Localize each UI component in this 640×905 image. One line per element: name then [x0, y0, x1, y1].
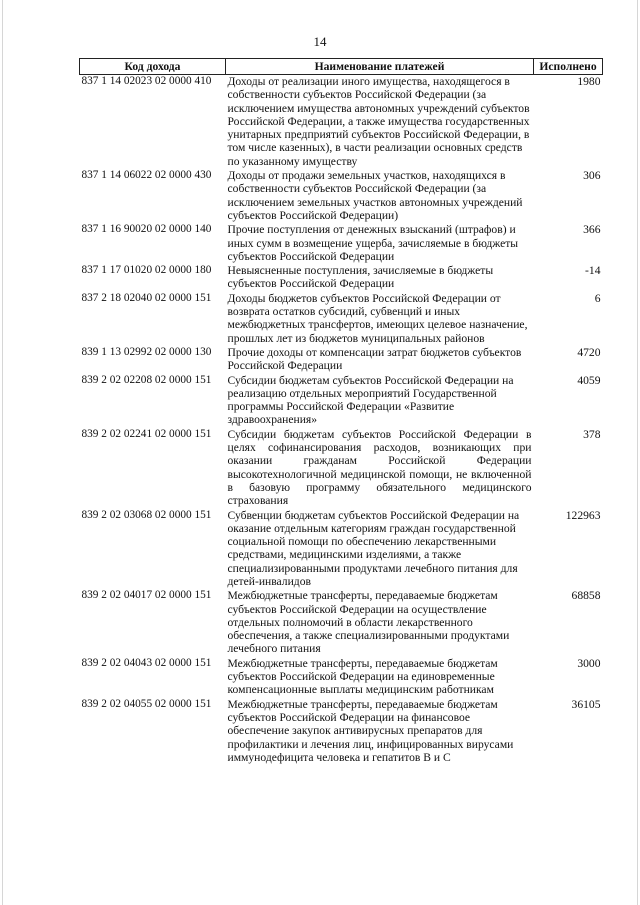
scan-edge-left: [2, 0, 3, 905]
header-name: Наименование платежей: [226, 59, 534, 75]
payment-name: Доходы от реализации иного имущества, находящегося в собственности субъектов Российской Федерации (за исключением имущества автономных учреждений субъектов Российской Федерации, а также имущества государственных унитарных предприятий субъектов Российской Федерации, в том числе казенных), в части реализации основных средств по указанному имуществу: [227, 75, 530, 168]
payment-name: Невыясненные поступления, зачисляемые в бюджеты субъектов Российской Федерации: [227, 264, 494, 291]
executed-amount: 122963: [565, 508, 601, 522]
executed-amount: 68858: [571, 589, 601, 603]
table-header-row: [80, 59, 603, 75]
payment-name: Прочие доходы от компенсации затрат бюджетов субъектов Российской Федерации: [227, 345, 522, 373]
executed-amount: 1980: [577, 75, 601, 88]
revenue-code: 839 2 02 04055 02 0000 151: [81, 697, 212, 710]
revenue-code: 839 2 02 02208 02 0000 151: [81, 373, 212, 386]
revenue-code: 839 2 02 04017 02 0000 151: [81, 589, 212, 602]
table-row: [80, 428, 603, 509]
table-row: [80, 509, 603, 590]
table-row: [80, 264, 603, 292]
table-row: [80, 657, 603, 698]
table-row: [80, 374, 603, 428]
payment-name: Межбюджетные трансферты, передаваемые бюджетам субъектов Российской Федерации на единовременные компенсационные выплаты медицинским работникам: [227, 656, 498, 697]
revenue-code: 837 1 14 06022 02 0000 430: [81, 169, 212, 182]
table-row: [80, 169, 603, 223]
payment-name: Межбюджетные трансферты, передаваемые бюджетам субъектов Российской Федерации на финансовое обеспечение закупок антивирусных препаратов для профилактики и лечения лиц, инфицированных вирусами иммунодефицита человека и гепатитов В и С: [227, 697, 514, 764]
revenue-code: 839 2 02 03068 02 0000 151: [81, 508, 212, 521]
revenue-code: 839 2 02 02241 02 0000 151: [81, 427, 212, 440]
table-row: [80, 346, 603, 374]
executed-amount: 306: [583, 169, 601, 183]
table-row: [80, 223, 603, 264]
revenue-code: 837 1 17 01020 02 0000 180: [81, 264, 212, 277]
revenue-code: 837 1 14 02023 02 0000 410: [81, 75, 212, 87]
revenue-code: 839 2 02 04043 02 0000 151: [81, 656, 212, 669]
payment-name: Субсидии бюджетам субъектов Российской Федерации в целях софинансирования расходов, возникающих при оказании гражданам Российской Федерации высокотехнологичной медицинской помощи, не включенной в базовую программу обязательного медицинского страхования: [227, 427, 532, 508]
payment-name: Субвенции бюджетам субъектов Российской Федерации на оказание отдельным категориям граждан государственной социальной помощи по обеспечению лекарственными средствами, медицинскими изделиями, а также специализированными продуктами лечебного питания для детей-инвалидов: [227, 508, 520, 588]
executed-amount: 378: [583, 427, 601, 441]
payment-name: Прочие поступления от денежных взысканий (штрафов) и иных сумм в возмещение ущерба, зачисляемые в бюджеты субъектов Российской Федерации: [227, 223, 519, 263]
executed-amount: 4059: [577, 373, 601, 387]
executed-amount: 6: [594, 291, 601, 305]
payment-name: Межбюджетные трансферты, передаваемые бюджетам субъектов Российской Федерации на осуществление отдельных полномочий в области лекарственного обеспечения, а также специализированными продуктами лечебного питания: [227, 589, 510, 656]
table-row: [80, 589, 603, 656]
revenue-code: 837 1 16 90020 02 0000 140: [81, 223, 212, 236]
revenue-code: 837 2 18 02040 02 0000 151: [81, 291, 212, 304]
payment-name: Субсидии бюджетам субъектов Российской Федерации на реализацию отдельных мероприятий Государственной программы Российской Федерации «Развитие здравоохранения»: [227, 373, 514, 427]
revenue-code: 839 1 13 02992 02 0000 130: [81, 345, 212, 358]
executed-amount: 36105: [571, 697, 601, 711]
payment-name: Доходы бюджетов субъектов Российской Федерации от возврата остатков субсидий, субвенций и иных межбюджетных трансфертов, имеющих целевое назначение, прошлых лет из бюджетов муниципальных районов: [227, 291, 528, 345]
page-number: 14: [313, 34, 327, 49]
header-amount: Исполнено: [534, 59, 603, 75]
executed-amount: -14: [585, 264, 601, 278]
revenue-table: [79, 58, 603, 765]
table-row: [80, 292, 603, 346]
executed-amount: 4720: [577, 345, 601, 359]
scan-edge-right: [637, 0, 638, 905]
table-row: [80, 698, 603, 765]
executed-amount: 366: [583, 223, 601, 237]
executed-amount: 3000: [577, 656, 601, 670]
payment-name: Доходы от продажи земельных участков, находящихся в собственности субъектов Российской Федерации (за исключением земельных участков автономных учреждений субъектов Российской Федерации): [227, 169, 523, 222]
header-code: Код дохода: [80, 59, 226, 75]
table-row: [80, 75, 603, 170]
